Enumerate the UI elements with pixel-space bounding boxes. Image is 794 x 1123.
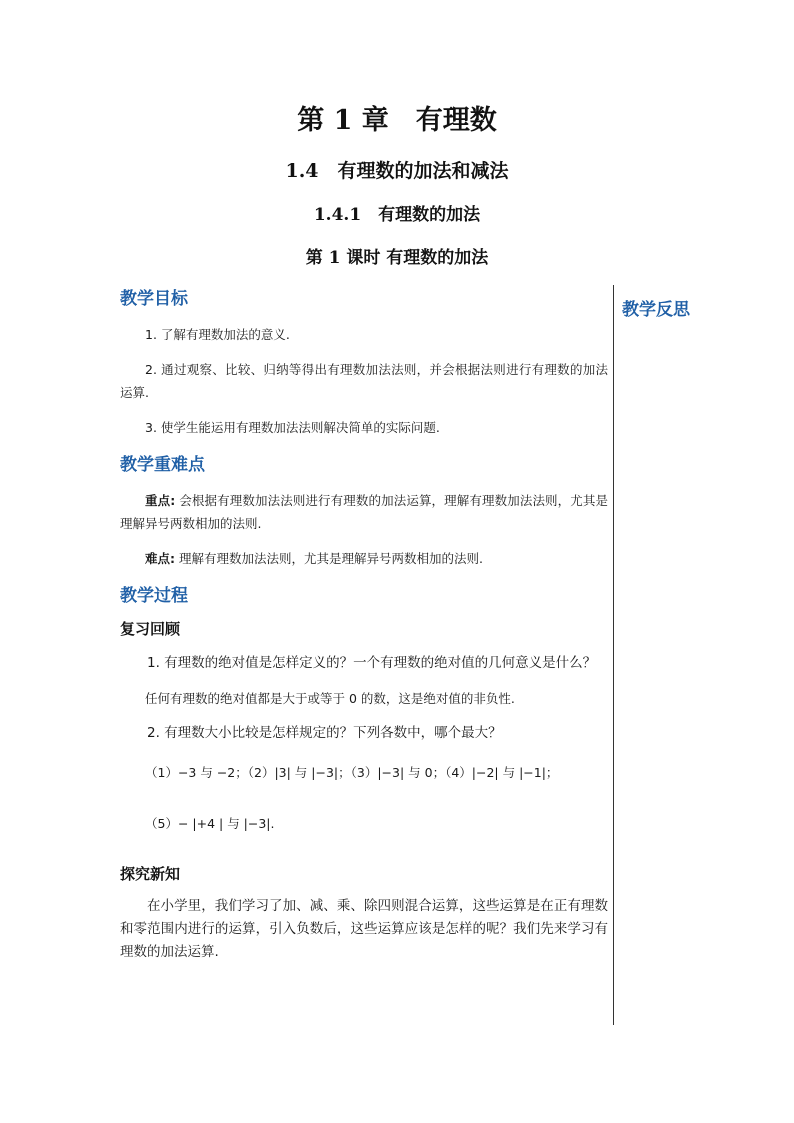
review-question-2: 2. 有理数大小比较是怎样规定的？下列各数中，哪个最大？ [147, 725, 502, 741]
key-points-heading: 教学重难点 [120, 455, 205, 475]
review-answer-1: 任何有理数的绝对值都是大于或等于 0 的数，这是绝对值的非负性. [145, 691, 515, 706]
subsection-title: 1.4.1 有理数的加法 [313, 205, 481, 225]
focus-paragraph [120, 489, 608, 535]
goals-heading: 教学目标 [120, 289, 188, 309]
process-heading: 教学过程 [120, 586, 188, 606]
goal-item-1: 1. 了解有理数加法的意义. [145, 327, 290, 342]
focus-text: 会根据有理数加法法则进行有理数的加法运算，理解有理数加法法则，尤其是理解异号两数相加的法则. [120, 493, 609, 531]
review-heading: 复习回顾 [120, 620, 181, 638]
focus-label: 重点: [145, 493, 176, 508]
explore-heading: 探究新知 [120, 865, 181, 883]
goal-item-3: 3. 使学生能运用有理数加法法则解决简单的实际问题. [145, 420, 440, 435]
chapter-title: 第 1 章 有理数 [297, 105, 497, 136]
goal-item-2: 2. 通过观察、比较、归纳等得出有理数加法法则，并会根据法则进行有理数的加法运算. [120, 362, 608, 400]
review-options-line-1: （1）−3 与 −2；（2）|3| 与 |−3|；（3）|−3| 与 0；（4）|−2| 与 |−1|； [145, 765, 559, 780]
difficulty-text: 理解有理数加法法则，尤其是理解异号两数相加的法则. [175, 551, 483, 566]
review-question-1: 1. 有理数的绝对值是怎样定义的？一个有理数的绝对值的几何意义是什么？ [147, 655, 597, 671]
difficulty-label: 难点: [145, 551, 175, 566]
lesson-title: 第 1 课时 有理数的加法 [305, 248, 489, 268]
column-divider [613, 285, 614, 1025]
explore-paragraph: 在小学里，我们学习了加、减、乘、除四则混合运算，这些运算是在正有理数和零范围内进行的运算，引入负数后，这些运算应该是怎样的呢？我们先来学习有理数的加法运算. [120, 898, 608, 960]
main-content [120, 287, 608, 964]
teaching-reflection-heading: 教学反思 [622, 300, 690, 320]
section-title: 1.4 有理数的加法和减法 [285, 160, 509, 182]
review-options-line-2: （5）− |+4 | 与 |−3|. [145, 816, 275, 831]
difficulty-paragraph [120, 547, 608, 570]
